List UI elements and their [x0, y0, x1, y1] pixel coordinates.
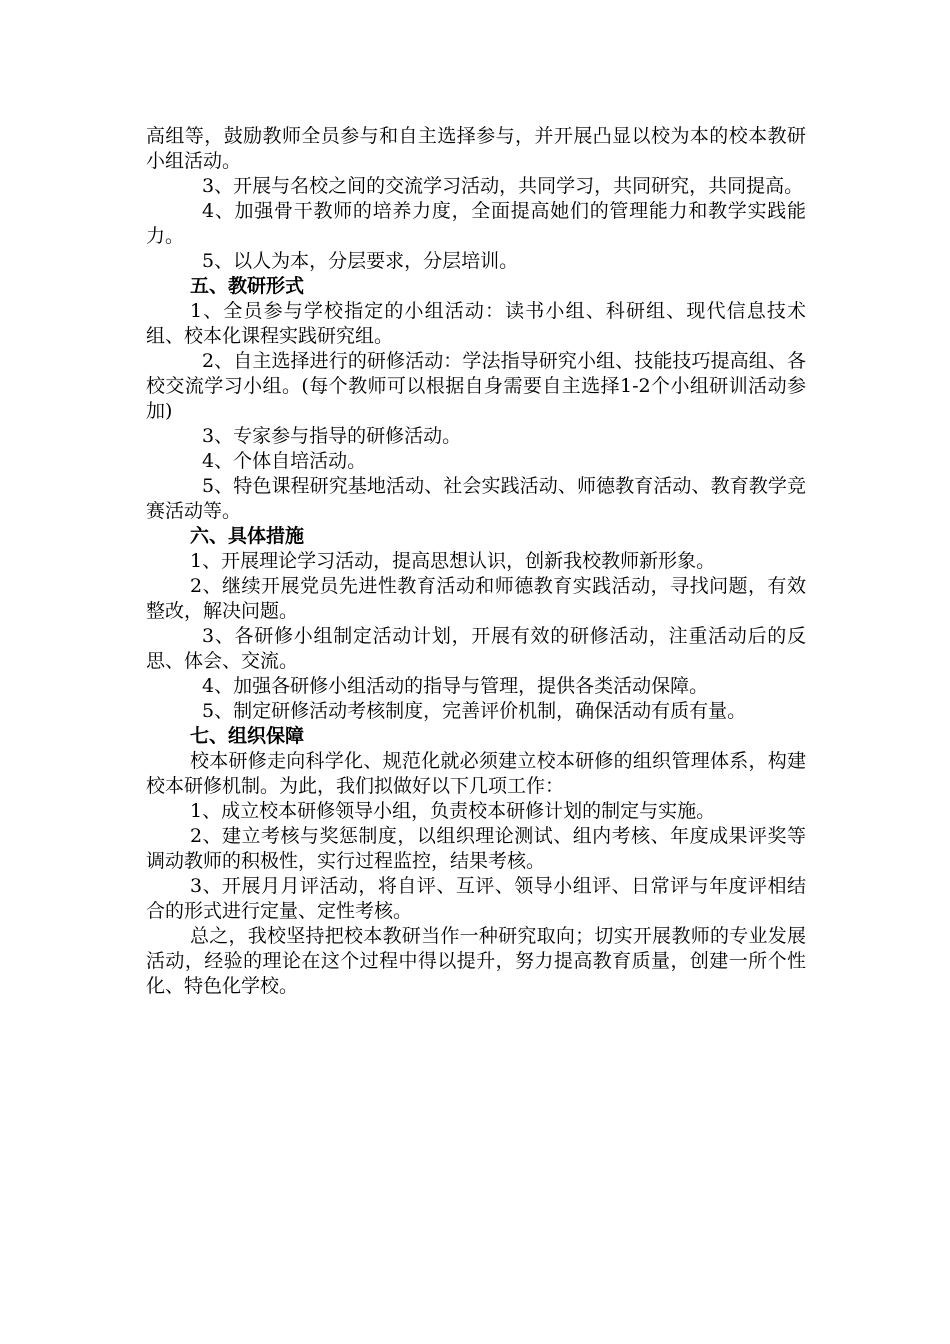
- paragraph: 2、自主选择进行的研修活动：学法指导研究小组、技能技巧提高组、各校交流学习小组。(每个教师可以根据自身需要自主选择1-2个小组研训活动参加): [146, 350, 806, 422]
- paragraph: 4、加强各研修小组活动的指导与管理，提供各类活动保障。: [202, 675, 709, 697]
- section-heading: 五、教研形式: [190, 275, 305, 297]
- paragraph: 2、继续开展党员先进性教育活动和师德教育实践活动，寻找问题，有效整改，解决问题。: [146, 575, 806, 622]
- paragraph: 3、各研修小组制定活动计划，开展有效的研修活动，注重活动后的反思、体会、交流。: [146, 625, 806, 672]
- paragraph: 总之，我校坚持把校本教研当作一种研究取向；切实开展教师的专业发展活动，经验的理论在这个过程中得以提升，努力提高教育质量，创建一所个性化、特色化学校。: [146, 925, 806, 997]
- section-heading: 六、具体措施: [190, 525, 305, 547]
- paragraph: 2、建立考核与奖惩制度，以组织理论测试、组内考核、年度成果评奖等调动教师的积极性，实行过程监控，结果考核。: [146, 825, 806, 872]
- paragraph: 1、开展理论学习活动，提高思想认识，创新我校教师新形象。: [190, 550, 716, 572]
- paragraph: 5、制定研修活动考核制度，完善评价机制，确保活动有质有量。: [202, 700, 747, 722]
- paragraph: 3、开展月月评活动，将自评、互评、领导小组评、日常评与年度评相结合的形式进行定量、定性考核。: [146, 875, 806, 922]
- paragraph: 1、全员参与学校指定的小组活动：读书小组、科研组、现代信息技术组、校本化课程实践研究组。: [146, 300, 806, 347]
- document-body: [146, 124, 806, 999]
- paragraph: 3、专家参与指导的研修活动。: [202, 425, 462, 447]
- section-heading: 七、组织保障: [190, 725, 305, 747]
- paragraph: 5、特色课程研究基地活动、社会实践活动、师德教育活动、教育教学竞赛活动等。: [146, 475, 806, 522]
- paragraph: 4、个体自培活动。: [202, 450, 367, 472]
- paragraph: 高组等，鼓励教师全员参与和自主选择参与，并开展凸显以校为本的校本教研小组活动。: [146, 125, 806, 172]
- paragraph: 1、成立校本研修领导小组，负责校本研修计划的制定与实施。: [190, 800, 716, 822]
- paragraph: 4、加强骨干教师的培养力度，全面提高她们的管理能力和教学实践能力。: [146, 200, 806, 247]
- paragraph: 5、以人为本，分层要求，分层培训。: [202, 250, 519, 272]
- paragraph: 校本研修走向科学化、规范化就必须建立校本研修的组织管理体系，构建校本研修机制。为此，我们拟做好以下几项工作：: [146, 750, 806, 797]
- paragraph: 3、开展与名校之间的交流学习活动，共同学习，共同研究，共同提高。: [202, 175, 804, 197]
